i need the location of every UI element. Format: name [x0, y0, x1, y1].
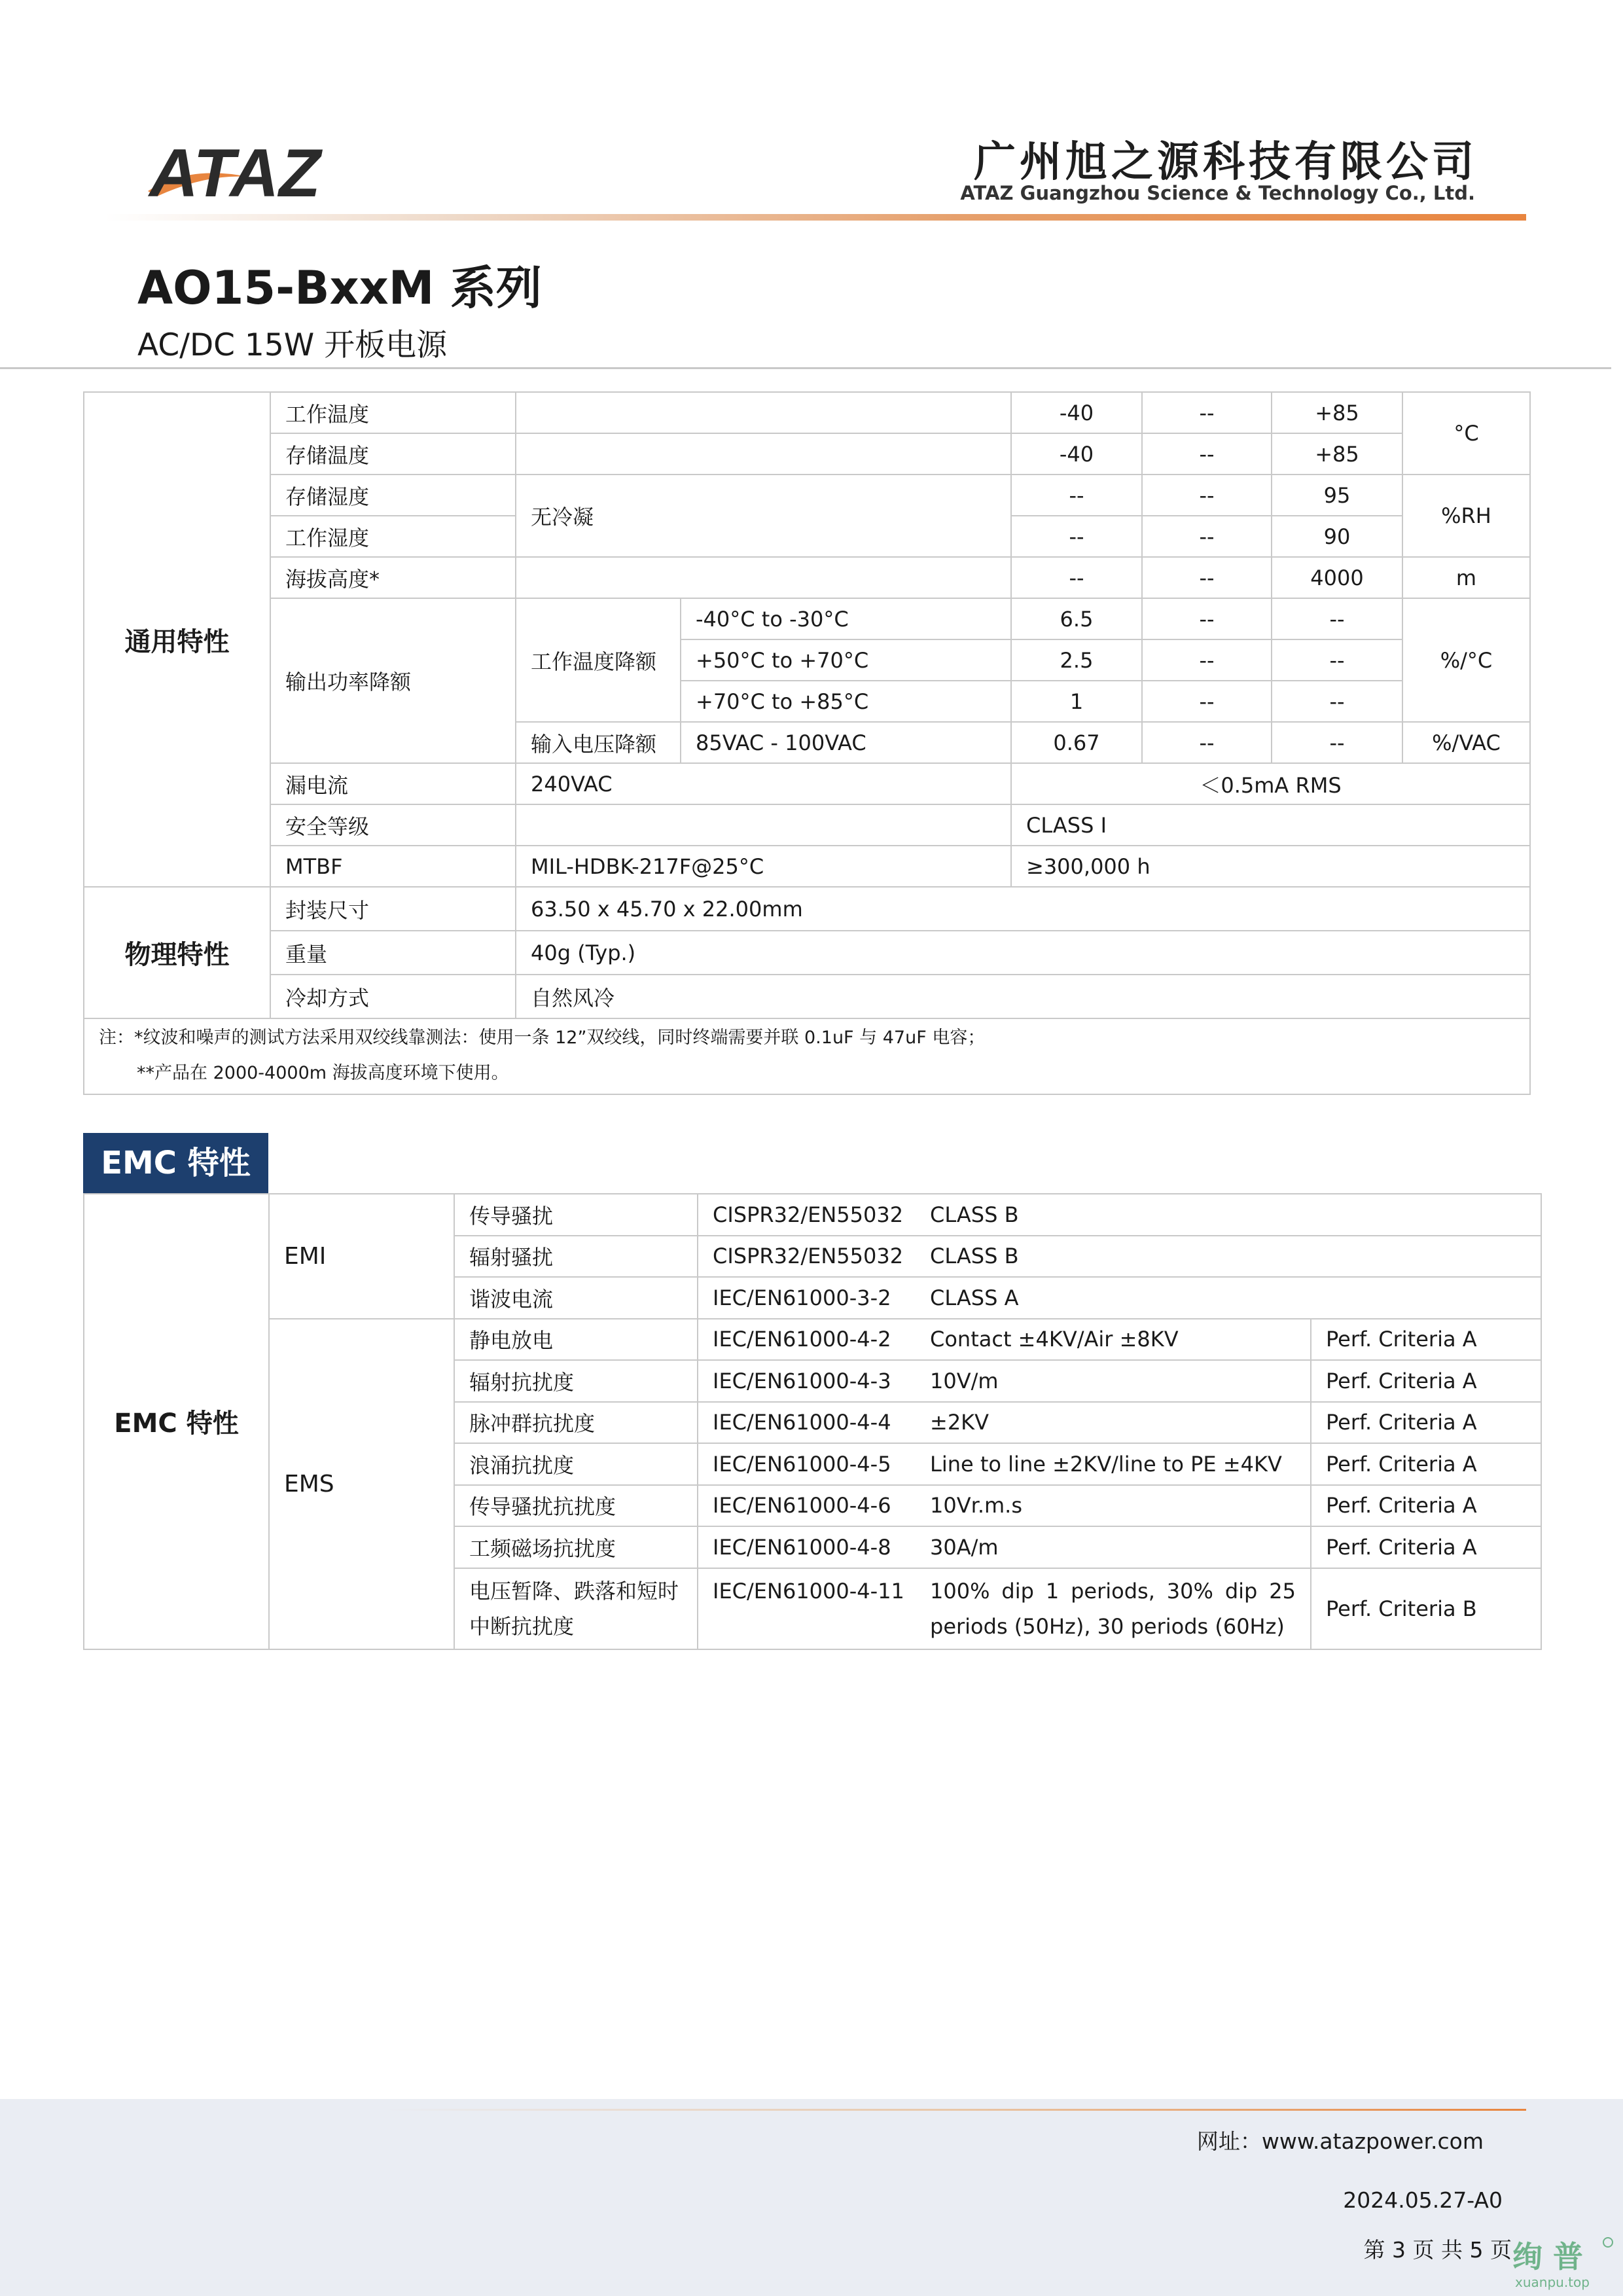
unit-cell: m [1402, 557, 1530, 598]
standard-cell [698, 1236, 1541, 1278]
max-value: +85 [1272, 433, 1402, 475]
standard: IEC/EN61000-4-3 [713, 1368, 891, 1393]
condition-cell: 240VAC [516, 763, 1011, 804]
param-name: 安全等级 [270, 804, 516, 846]
svg-text:xuanpu.top: xuanpu.top [1515, 2274, 1590, 2290]
min-value: 2.5 [1011, 639, 1142, 681]
table-row [84, 887, 1530, 931]
table-row [84, 1319, 1541, 1361]
emi-label: EMI [269, 1194, 454, 1319]
page-number: 第 3 页 共 5 页 [1363, 2237, 1512, 2263]
table-row [84, 475, 1530, 516]
criteria-cell: Perf. Criteria B [1311, 1568, 1541, 1649]
max-value: -- [1272, 681, 1402, 722]
level: ±2KV [930, 1410, 990, 1435]
group-label-physical: 物理特性 [84, 887, 270, 1018]
param-name: 封装尺寸 [270, 887, 516, 931]
table-row [84, 975, 1530, 1018]
max-value: -- [1272, 639, 1402, 681]
emc-section-tab: EMC 特性 [83, 1133, 268, 1193]
condition-cell [516, 557, 1011, 598]
table-row [84, 804, 1530, 846]
test-item: 传导骚扰抗扰度 [454, 1485, 698, 1527]
table-row [84, 433, 1530, 475]
sub-param-name: 输入电压降额 [516, 722, 681, 763]
typ-value: -- [1142, 516, 1272, 557]
level: 10V/m [930, 1368, 999, 1393]
param-name: 输出功率降额 [270, 598, 516, 763]
standard: IEC/EN61000-4-6 [713, 1493, 891, 1518]
condition-cell [516, 433, 1011, 475]
group-label-general: 通用特性 [84, 392, 270, 887]
table-row [84, 598, 1530, 639]
note-line-1: 注：*纹波和噪声的测试方法采用双绞线靠测法：使用一条 12”双绞线，同时终端需要并联 0.1uF 与 47uF 电容； [99, 1028, 986, 1048]
typ-value: -- [1142, 433, 1272, 475]
min-value: -40 [1011, 433, 1142, 475]
xuanpu-watermark [1510, 2233, 1614, 2292]
standard: CISPR32/EN55032 [713, 1202, 904, 1227]
standard-cell [698, 1568, 1311, 1649]
condition-cell: MIL-HDBK-217F@25°C [516, 846, 1011, 887]
min-value: 6.5 [1011, 598, 1142, 639]
standard-cell [698, 1526, 1311, 1568]
level: CLASS B [930, 1244, 1019, 1269]
level: CLASS B [930, 1202, 1019, 1227]
max-value: -- [1272, 598, 1402, 639]
standard: IEC/EN61000-3-2 [713, 1285, 891, 1310]
condition-cell [516, 804, 1011, 846]
max-value: 4000 [1272, 557, 1402, 598]
param-name: 工作湿度 [270, 516, 516, 557]
svg-text:ATAZ: ATAZ [149, 135, 321, 209]
param-name: 漏电流 [270, 763, 516, 804]
value-cell: CLASS I [1011, 804, 1530, 846]
typ-value: -- [1142, 392, 1272, 433]
value-cell: ≥300,000 h [1011, 846, 1530, 887]
emc-table [83, 1193, 1542, 1650]
standard-cell [698, 1402, 1311, 1444]
typ-value: -- [1142, 598, 1272, 639]
test-item: 静电放电 [454, 1319, 698, 1361]
standard-cell [698, 1485, 1311, 1527]
notes-row [84, 1018, 1530, 1094]
value-cell: ＜0.5mA RMS [1011, 763, 1530, 804]
condition-cell: -40°C to -30°C [681, 598, 1011, 639]
criteria-cell: Perf. Criteria A [1311, 1360, 1541, 1402]
test-item: 谐波电流 [454, 1277, 698, 1319]
standard-cell [698, 1319, 1311, 1361]
param-name: 存储湿度 [270, 475, 516, 516]
note-line-2: **产品在 2000-4000m 海拔高度环境下使用。 [137, 1063, 509, 1083]
level: Line to line ±2KV/line to PE ±4KV [930, 1451, 1282, 1477]
test-item: 辐射抗扰度 [454, 1360, 698, 1402]
spec-table [83, 391, 1531, 1095]
standard: CISPR32/EN55032 [713, 1244, 904, 1269]
document-version: 2024.05.27-A0 [1343, 2187, 1503, 2213]
condition-cell: 85VAC - 100VAC [681, 722, 1011, 763]
group-label-emc: EMC 特性 [84, 1194, 269, 1649]
sub-param-name: 工作温度降额 [516, 598, 681, 722]
param-name: 海拔高度* [270, 557, 516, 598]
param-name: 重量 [270, 931, 516, 975]
criteria-cell: Perf. Criteria A [1311, 1485, 1541, 1527]
max-value: -- [1272, 722, 1402, 763]
ataz-logo [143, 131, 352, 209]
standard: IEC/EN61000-4-2 [713, 1327, 891, 1352]
max-value: 95 [1272, 475, 1402, 516]
test-item: 电压暂降、跌落和短时中断抗扰度 [454, 1568, 698, 1649]
ems-label: EMS [269, 1319, 454, 1649]
typ-value: -- [1142, 557, 1272, 598]
product-subtitle: AC/DC 15W 开板电源 [137, 327, 448, 363]
table-row [84, 763, 1530, 804]
website-link[interactable]: 网址：www.atazpower.com [1196, 2128, 1484, 2154]
typ-value: -- [1142, 475, 1272, 516]
footer-divider [386, 2109, 1526, 2111]
level: 10Vr.m.s [930, 1493, 1023, 1518]
condition-cell [516, 392, 1011, 433]
company-name-cn: 广州旭之源科技有限公司 [974, 138, 1478, 187]
condition-cell: 无冷凝 [516, 475, 1011, 557]
test-item: 浪涌抗扰度 [454, 1443, 698, 1485]
level: 100% dip 1 periods, 30% dip 25 periods (50Hz), 30 periods (60Hz) [930, 1578, 1296, 1639]
standard-cell [698, 1277, 1541, 1319]
value-cell: 63.50 x 45.70 x 22.00mm [516, 887, 1530, 931]
criteria-cell: Perf. Criteria A [1311, 1319, 1541, 1361]
unit-cell: %/VAC [1402, 722, 1530, 763]
value-cell: 自然风冷 [516, 975, 1530, 1018]
condition-cell: +50°C to +70°C [681, 639, 1011, 681]
typ-value: -- [1142, 639, 1272, 681]
param-name: 工作温度 [270, 392, 516, 433]
standard: IEC/EN61000-4-5 [713, 1451, 891, 1477]
test-item: 传导骚扰 [454, 1194, 698, 1236]
unit-cell: °C [1402, 392, 1530, 475]
table-row [84, 931, 1530, 975]
criteria-cell: Perf. Criteria A [1311, 1402, 1541, 1444]
param-name: 冷却方式 [270, 975, 516, 1018]
level: CLASS A [930, 1285, 1019, 1310]
table-row [84, 1194, 1541, 1236]
table-row [84, 846, 1530, 887]
criteria-cell: Perf. Criteria A [1311, 1526, 1541, 1568]
svg-text:绚 普: 绚 普 [1512, 2239, 1584, 2274]
table-row [84, 557, 1530, 598]
standard-cell [698, 1443, 1311, 1485]
level: 30A/m [930, 1534, 999, 1560]
company-name-en: ATAZ Guangzhou Science & Technology Co., Ltd. [960, 182, 1475, 204]
standard-cell [698, 1360, 1311, 1402]
standard: IEC/EN61000-4-11 [713, 1578, 904, 1604]
test-item: 工频磁场抗扰度 [454, 1526, 698, 1568]
param-name: 存储温度 [270, 433, 516, 475]
typ-value: -- [1142, 722, 1272, 763]
table-row [84, 392, 1530, 433]
min-value: -40 [1011, 392, 1142, 433]
notes-cell [84, 1018, 1530, 1094]
min-value: -- [1011, 475, 1142, 516]
criteria-cell: Perf. Criteria A [1311, 1443, 1541, 1485]
min-value: 1 [1011, 681, 1142, 722]
min-value: -- [1011, 516, 1142, 557]
max-value: 90 [1272, 516, 1402, 557]
min-value: -- [1011, 557, 1142, 598]
typ-value: -- [1142, 681, 1272, 722]
standard: IEC/EN61000-4-4 [713, 1410, 891, 1435]
condition-cell: +70°C to +85°C [681, 681, 1011, 722]
max-value: +85 [1272, 392, 1402, 433]
unit-cell: %RH [1402, 475, 1530, 557]
product-title: AO15-BxxM 系列 [137, 261, 542, 315]
value-cell: 40g (Typ.) [516, 931, 1530, 975]
title-divider [0, 367, 1611, 369]
min-value: 0.67 [1011, 722, 1142, 763]
test-item: 脉冲群抗扰度 [454, 1402, 698, 1444]
header-divider [105, 214, 1526, 221]
standard: IEC/EN61000-4-8 [713, 1534, 891, 1560]
test-item: 辐射骚扰 [454, 1236, 698, 1278]
param-name: MTBF [270, 846, 516, 887]
unit-cell: %/°C [1402, 598, 1530, 722]
standard-cell [698, 1194, 1541, 1236]
level: Contact ±4KV/Air ±8KV [930, 1327, 1179, 1352]
